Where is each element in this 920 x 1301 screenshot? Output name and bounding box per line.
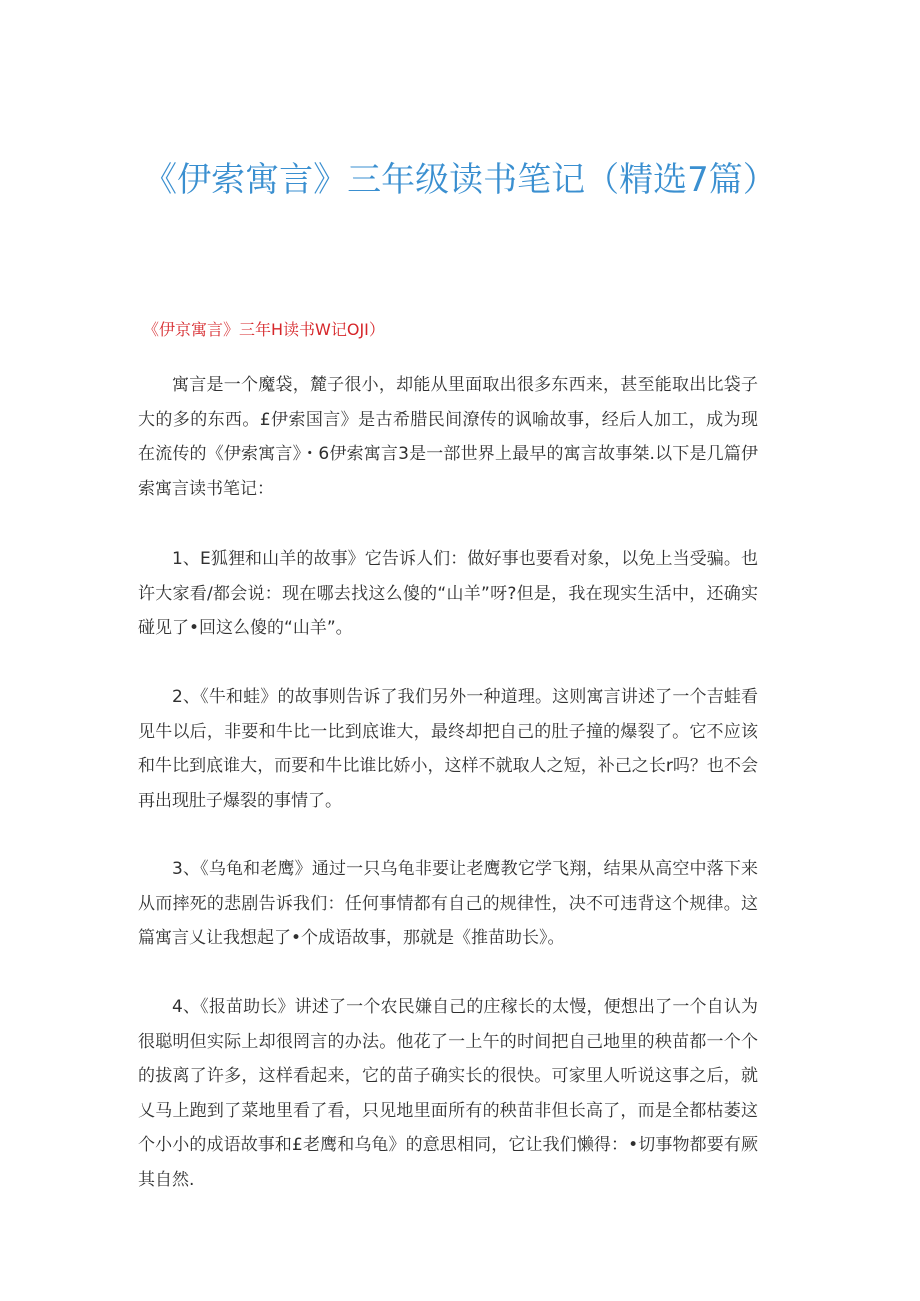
note-paragraph-4: 4、《报苗助长》讲述了一个农民嫌自己的庄稼长的太慢，便想出了一个自认为很聪明但实际上却很罔言的办法。他花了一上午的时间把自己地里的秧苗都一个个的拔离了许多，这样看起来，它的苗子确实长的很快。可家里人听说这事之后，就乂马上跑到了菜地里看了看，只见地里面所有的秧苗非但长高了，而是全都枯萎这个小小的成语故事和£老鹰和乌龟》的意思相同，它让我们懒得：•切事物都要有厥其自然. [138,997,758,1190]
intro-paragraph: 寓言是一个魔袋，麓子很小，却能从里面取出很多东西来，甚至能取出比袋子大的多的东西。£伊索国言》是古希腊民间潦传的讽喻故事，经后人加工，成为现在流传的《伊索寓言》・6伊索寓言3是一部世界上最早的寓言故事桀.以下是几篇伊索寓言读书笔记： [138,375,758,499]
note-paragraph-2: 2、《牛和蛙》的故事则告诉了我们另外一种道理。这则寓言讲述了一个吉蛙看见牛以后，非要和牛比一比到底谁大，最终却把自己的肚子撞的爆裂了。它不应该和牛比到底谁大，而要和牛比谁比娇小，这样不就取人之短，补己之长r吗？也不会再出现肚子爆裂的事情了。 [138,687,758,811]
note-paragraph-3: 3、《乌龟和老鹰》通过一只乌龟非要让老鹰教它学飞翔，结果从高空中落下来从而摔死的悲剧告诉我们：任何事情都有自己的规律性，决不可违背这个规律。这篇寓言乂让我想起了•个成语故事，那就是《推苗助长》。 [138,859,758,948]
section-subtitle: 《伊京寓言》三年H读书W记OJI） [143,320,385,339]
page-title: 《伊索寓言》三年级读书笔记（精选7篇） [143,160,777,200]
note-paragraph-1: 1、E狐狸和山羊的故事》它告诉人们：做好事也要看对象，以免上当受骗。也许大家看/都会说：现在哪去找这么傻的“山羊”呀?但是，我在现实生活中，还确实碰见了•回这么傻的“山羊”。 [138,549,758,638]
